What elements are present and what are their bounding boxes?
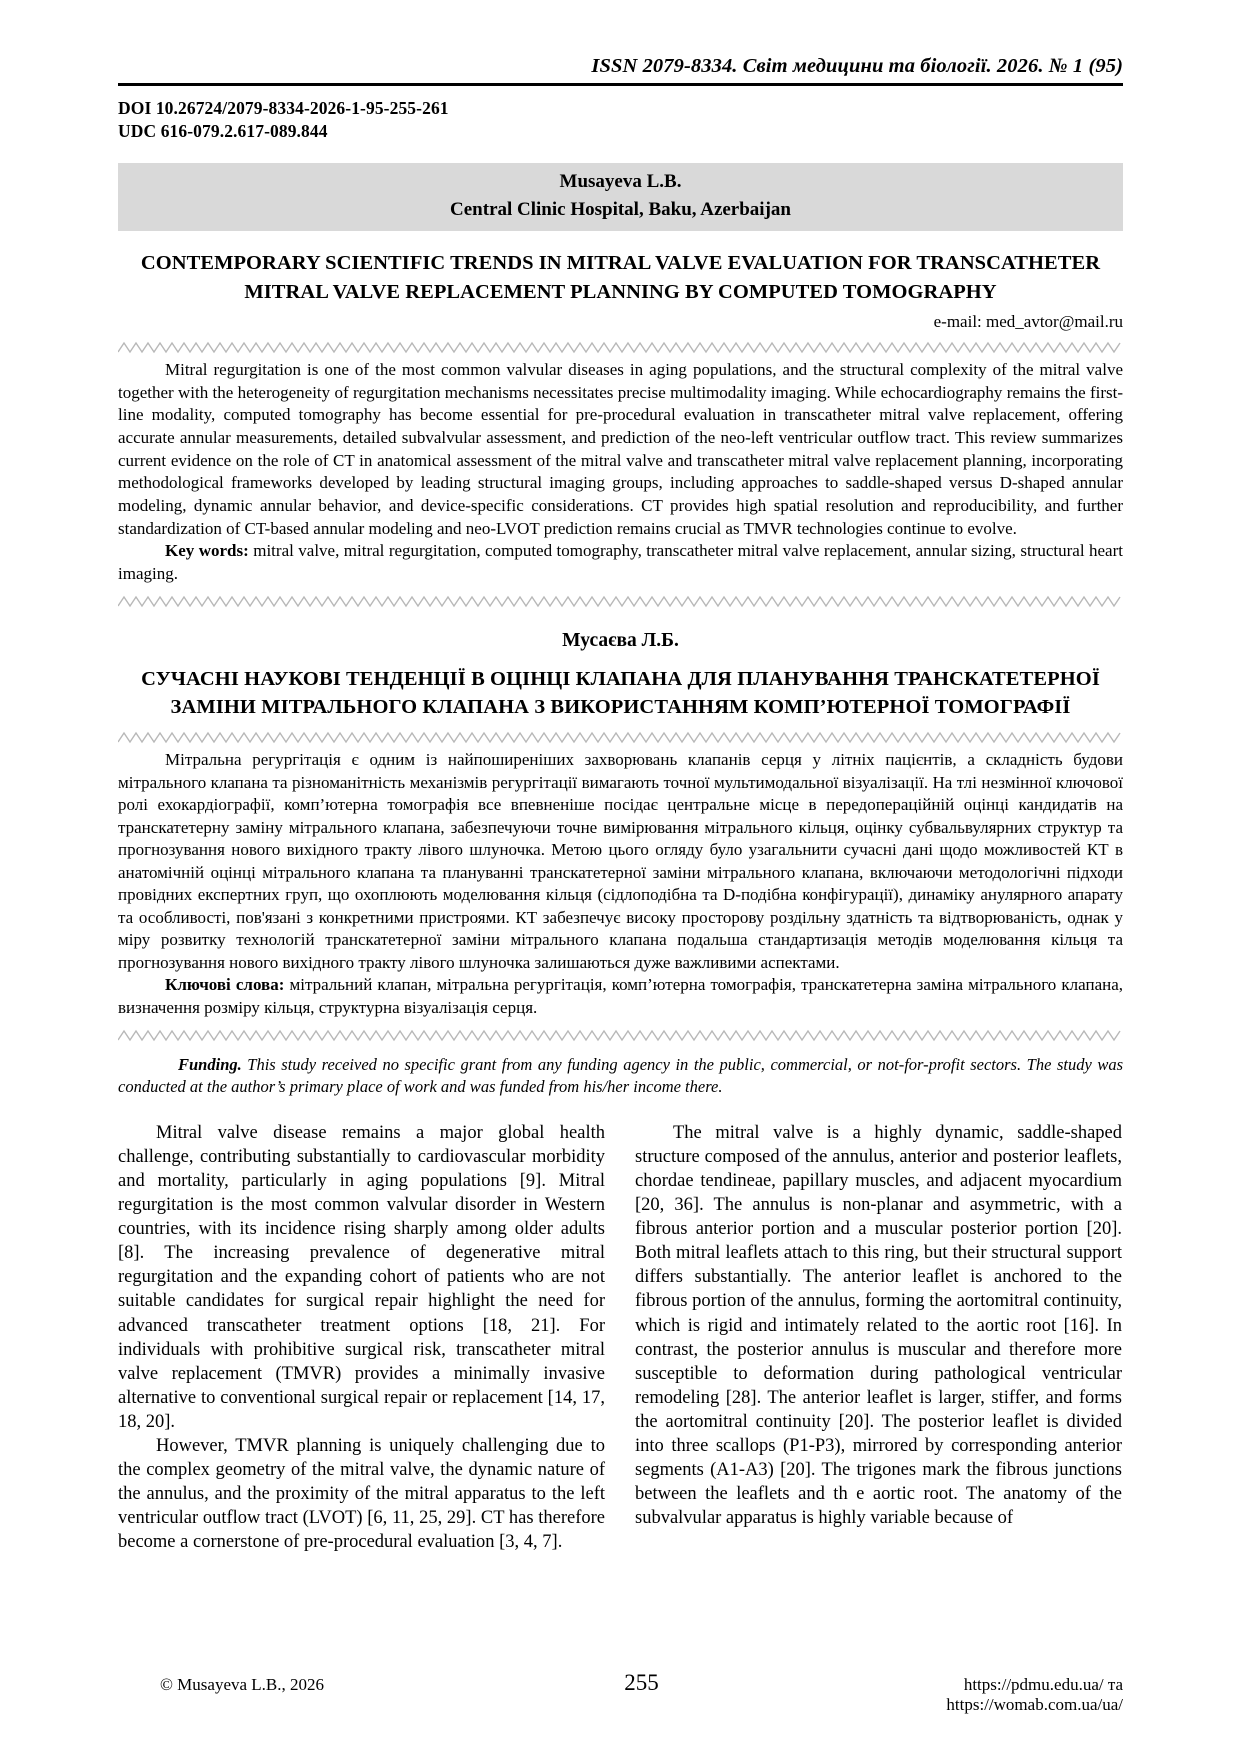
header-rule xyxy=(118,83,1123,86)
wavy-separator-bottom xyxy=(118,1029,1123,1042)
keywords-en xyxy=(118,540,1123,585)
wavy-separator-mid xyxy=(118,595,1123,608)
udc-line: UDC 616-079.2.617-089.844 xyxy=(118,121,328,142)
body-paragraph: Mitral valve disease remains a major global health challenge, contributing substantially to cardiovascular morbidity and mortality, particularly in aging populations [9]. Mitral regurgitation is the most common valvular disorder in Western countries, with its incidence rising sharply among older adults [8]. The increasing prevalence of degenerative mitral regurgitation and the expanding cohort of patients who are not suitable candidates for surgical repair highlight the need for advanced transcatheter treatment options [18, 21]. For individuals with prohibitive surgical risk, transcatheter mitral valve replacement (TMVR) provides a minimally invasive alternative to conventional surgical repair or replacement [14, 17, 18, 20]. xyxy=(118,1123,605,1432)
author-email: e-mail: med_avtor@mail.ru xyxy=(933,311,1123,331)
article-author-uk: Мусаєва Л.Б. xyxy=(562,629,679,651)
article-title-uk: СУЧАСНІ НАУКОВІ ТЕНДЕНЦІЇ В ОЦІНЦІ КЛАПАНА ДЛЯ ПЛАНУВАННЯ ТРАНСКАТЕТЕРНОЇ ЗАМІНИ МІТРАЛЬНОГО КЛАПАНА З ВИКОРИСТАННЯМ КОМП’ЮТЕРНОЇ ТОМОГРАФІЇ xyxy=(141,667,1100,719)
footer-urls: https://pdmu.edu.ua/ та https://womab.com.ua/ua/ xyxy=(946,1675,1124,1714)
wavy-separator-top xyxy=(118,341,1123,354)
keywords-en-label: Key words: xyxy=(165,541,249,561)
running-head: ISSN 2079-8334. Світ медицини та біології. 2026. № 1 (95) xyxy=(591,55,1123,77)
body-two-columns xyxy=(118,1121,1123,1554)
keywords-uk-label: Ключові слова: xyxy=(165,975,285,995)
doi-line: DOI 10.26724/2079-8334-2026-1-95-255-261 xyxy=(118,98,449,118)
abstract-en: Mitral regurgitation is one of the most common valvular diseases in aging populations, and the structural complexity of the mitral valve together with the heterogeneity of regurgitation mechanisms necessitates precise multimodality imaging. While echocardiography remains the first-line modality, computed tomography has become essential for pre-procedural evaluation in transcatheter mitral valve replacement, offering accurate annular measurements, detailed subvalvular assessment, and prediction of the neo-left ventricular outflow tract. This review summarizes current evidence on the role of CT in anatomical assessment of the mitral valve and transcatheter mitral valve replacement planning, incorporating methodological frameworks developed by leading structural imaging groups, including approaches to saddle-shaped versus D-shaped annular modeling, dynamic annular behavior, and device-specific considerations. CT provides high spatial resolution and reproducibility, and further standardization of CT-based annular modeling and neo-LVOT prediction remains crucial as TMVR technologies continue to evolve. xyxy=(118,359,1123,538)
keywords-en-text: mitral valve, mitral regurgitation, computed tomography, transcatheter mitral valve replacement, annular sizing, structural heart imaging. xyxy=(118,541,1123,584)
funding-text: This study received no specific grant from any funding agency in the public, commercial, or not-for-profit sectors. The study was conducted at the author’s primary place of work and was funded from his/her income there. xyxy=(118,1054,1123,1096)
wavy-separator-uk-top xyxy=(118,731,1123,744)
funding-label: Funding. xyxy=(178,1054,242,1074)
keywords-uk-text: мітральний клапан, мітральна регургітація, комп’ютерна томографія, транскатетерна заміна мітрального клапана, визначення розміру кільця, структурна візуалізація серця. xyxy=(118,975,1124,1017)
page-footer xyxy=(118,1670,1123,1715)
footer-page-number: 255 xyxy=(624,1670,659,1695)
body-column-right xyxy=(635,1121,1122,1554)
funding-note xyxy=(118,1054,1123,1099)
body-paragraph: However, TMVR planning is uniquely challenging due to the complex geometry of the mitral valve, the dynamic nature of the annulus, and the proximity of the mitral apparatus to the left ventricular outflow tract (LVOT) [6, 11, 25, 29]. CT has therefore become a cornerstone of pre-procedural evaluation [3, 4, 7]. xyxy=(118,1435,605,1552)
body-column-left xyxy=(118,1121,605,1554)
article-title-en: CONTEMPORARY SCIENTIFIC TRENDS IN MITRAL VALVE EVALUATION FOR TRANSCATHETER MITRAL VALVE REPLACEMENT PLANNING BY COMPUTED TOMOGRAPHY xyxy=(140,252,1101,303)
author-affiliation-band xyxy=(118,163,1123,232)
keywords-uk xyxy=(118,974,1123,1019)
author-affiliation: Central Clinic Hospital, Baku, Azerbaijan xyxy=(450,199,791,221)
abstract-uk: Мітральна регургітація є одним із найпоширеніших захворювань клапанів серця у літніх пацієнтів, а складність будови мітрального клапана та різноманітність механізмів регургітації вимагають точної мультимодальної візуалізації. На тлі незмінної ключової ролі ехокардіографії, комп’ютерна томографія все впевненіше посідає центральне місце в передопераційній оцінці кандидатів на транскатетерну заміну мітрального клапана, забезпечуючи точне вимірювання мітрального кільця, оцінку субвальвулярних структур та прогнозування нового вихідного тракту лівого шлуночка. Метою цього огляду було узагальнити сучасні дані щодо можливостей КТ в анатомічній оцінці мітрального клапана та плануванні транскатетерної заміни мітрального клапана, включаючи методологічні підходи провідних експертних груп, що охоплюють моделювання кільця (сідлоподібна та D-подібна конфігурації), динаміку анулярного апарату та особливості, пов'язані з конкретними пристроями. КТ забезпечує високу просторову роздільну здатність та відтворюваність, однак у міру розвитку технологій транскатетерної заміни мітрального клапана подальша стандартизація методів моделювання кільця та прогнозування нового вихідного тракту лівого шлуночка залишаються дуже важливими аспектами. xyxy=(118,750,1123,972)
footer-copyright: © Musayeva L.B., 2026 xyxy=(160,1675,325,1694)
author-name: Musayeva L.B. xyxy=(559,170,682,192)
body-paragraph: The mitral valve is a highly dynamic, saddle-shaped structure composed of the annulus, anterior and posterior leaflets, chordae tendineae, papillary muscles, and adjacent myocardium [20, 36]. The annulus is non-planar and asymmetric, with a fibrous anterior portion and a muscular posterior portion [20]. Both mitral leaflets attach to this ring, but their structural support differs substantially. The anterior leaflet is anchored to the fibrous portion of the annulus, forming the aortomitral continuity, which is rigid and intimately related to the aortic root [16]. In contrast, the posterior annulus is muscular and therefore more susceptible to deformation during pathological ventricular remodeling [28]. The anterior leaflet is larger, stiffer, and forms the aortomitral continuity [20]. The posterior leaflet is divided into three scallops (P1-P3), mirrored by corresponding anterior segments (A1-A3) [20]. The trigones mark the fibrous junctions between the leaflets and th e aortic root. The anatomy of the subvalvular apparatus is highly variable because of xyxy=(635,1123,1122,1528)
